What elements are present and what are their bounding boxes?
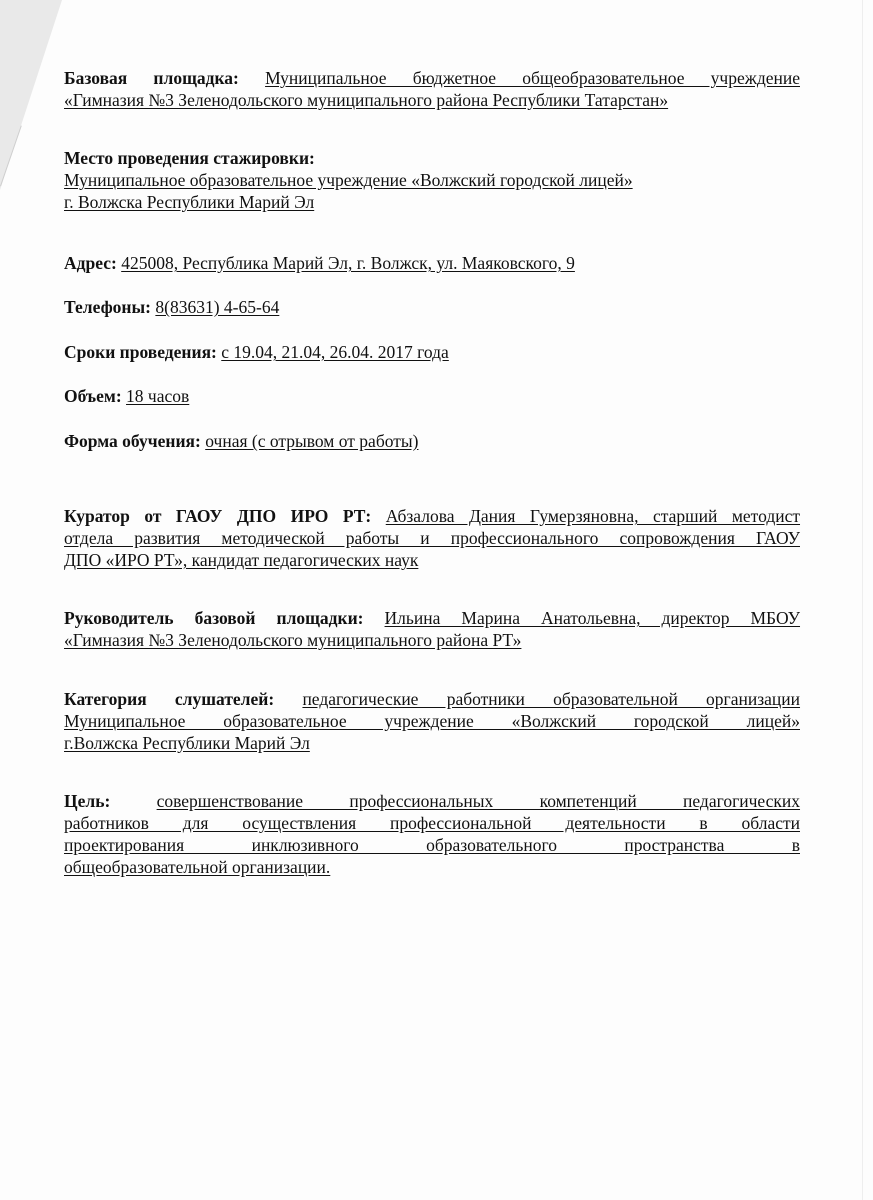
curator-line3: ДПО «ИРО РТ», кандидат педагогических наук	[64, 550, 419, 570]
goal-line3: проектирования инклюзивного образовательного пространства в	[64, 835, 800, 855]
study-form-label: Форма обучения:	[64, 431, 201, 451]
dates-section	[64, 341, 800, 363]
base-site-section	[64, 67, 800, 111]
curator-line1: Абзалова Дания Гумерзяновна, старший методист	[385, 506, 801, 526]
phones-label: Телефоны:	[64, 297, 152, 317]
dates-value: с 19.04, 21.04, 26.04. 2017 года	[221, 342, 449, 362]
base-site-label: Базовая площадка:	[64, 68, 239, 88]
address-label: Адрес:	[64, 253, 117, 273]
phones-section	[64, 296, 800, 318]
curator-line2: отдела развития методической работы и профессионального сопровождения ГАОУ	[64, 528, 800, 548]
dates-label: Сроки проведения:	[64, 342, 217, 362]
volume-section	[64, 385, 800, 407]
curator-label: Куратор от ГАОУ ДПО ИРО РТ:	[64, 506, 372, 526]
site-head-line1: Ильина Марина Анатольевна, директор МБОУ	[384, 608, 801, 628]
goal-line4: общеобразовательной организации.	[64, 857, 331, 877]
goal-line1: совершенствование профессиональных компетенций педагогических	[156, 791, 801, 811]
volume-value: 18 часов	[126, 386, 190, 406]
curator-section	[64, 505, 800, 571]
study-form-section	[64, 430, 800, 452]
volume-label: Объем:	[64, 386, 122, 406]
paper-edge	[862, 0, 863, 1200]
goal-line2: работников для осуществления профессиональной деятельности в области	[64, 813, 800, 833]
venue-label: Место проведения стажировки:	[64, 148, 315, 168]
audience-label: Категория слушателей:	[64, 689, 275, 709]
venue-section	[64, 147, 800, 213]
base-site-line2: «Гимназия №3 Зеленодольского муниципального района Республики Татарстан»	[64, 90, 669, 110]
audience-line2: Муниципальное образовательное учреждение «Волжский городской лицей»	[64, 711, 800, 731]
site-head-section	[64, 607, 800, 651]
base-site-line1: Муниципальное бюджетное общеобразовательное учреждение	[265, 68, 800, 88]
venue-line2: г. Волжска Республики Марий Эл	[64, 192, 315, 212]
audience-line3: г.Волжска Республики Марий Эл	[64, 733, 310, 753]
address-section	[64, 252, 800, 274]
phones-value: 8(83631) 4-65-64	[155, 297, 280, 317]
site-head-line2: «Гимназия №3 Зеленодольского муниципального района РТ»	[64, 630, 522, 650]
audience-section	[64, 688, 800, 754]
study-form-value: очная (с отрывом от работы)	[205, 431, 419, 451]
goal-section	[64, 790, 800, 878]
audience-line1: педагогические работники образовательной организации	[302, 689, 801, 709]
venue-line1: Муниципальное образовательное учреждение «Волжский городской лицей»	[64, 170, 633, 190]
goal-label: Цель:	[64, 791, 111, 811]
address-value: 425008, Республика Марий Эл, г. Волжск, ул. Маяковского, 9	[121, 253, 575, 273]
site-head-label: Руководитель базовой площадки:	[64, 608, 364, 628]
